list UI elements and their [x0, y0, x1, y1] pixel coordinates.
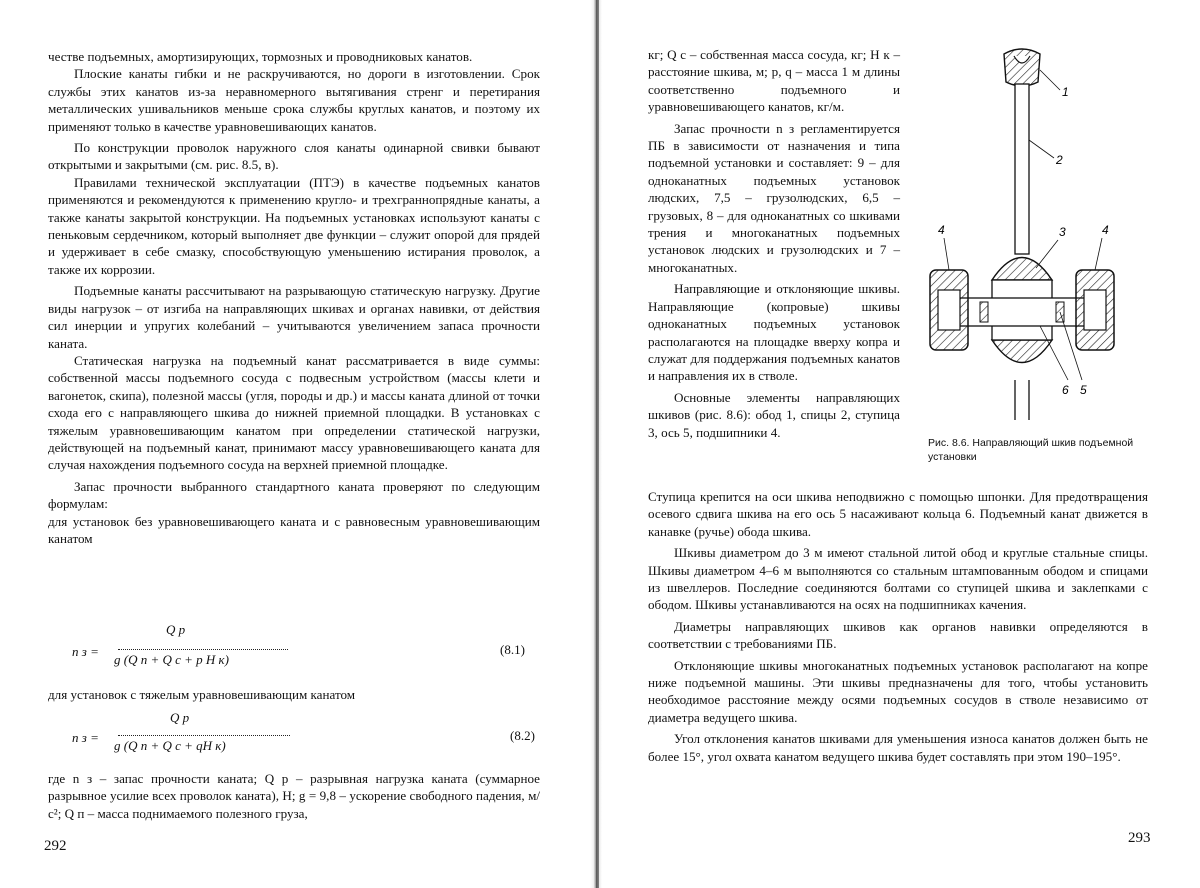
figure-label: 4 [1102, 223, 1109, 237]
paragraph: для установок с тяжелым уравновешивающим канатом [48, 687, 356, 702]
right-page [600, 0, 1200, 888]
equation-number: (8.1) [500, 642, 525, 657]
figure-label: 2 [1056, 153, 1063, 167]
page-number: 292 [44, 838, 67, 854]
fraction-bar [118, 735, 290, 736]
formula-8-2 [48, 710, 540, 770]
paragraph: Шкивы диаметром до 3 м имеют стальной литой обод и круглые стальные спицы. Шкивы диаметром 4–6 м выполняются со стальным штампованным ободом и спицами из швеллеров. Последние соединяются болтами со ступицей шкива и заклепками с ободом. Шкивы устанавливаются на осях на подшипниках качения. [648, 545, 1148, 613]
paragraph: Статическая нагрузка на подъемный канат рассматривается в виде суммы: собственной массы подъемного сосуда с подвесным устройством (массы клети и вагонеток, скипа), полезной массы (угля, породы и др.) и массы каната длиной от точки схода его с направляющего шкива до нижней приемной площадки. В установках с тяжелым уравновешивающим канатом при определении статической нагрузки, действующей на подъемный канат, принимают массу уравновешивающего каната для случая нахождения подъемного сосуда на верхней приемной площадке. [48, 352, 540, 473]
formula-numerator: Q р [170, 710, 190, 725]
formula-lhs: n з = [72, 644, 99, 659]
left-text-bottom [48, 770, 540, 822]
figure-label: 6 [1062, 383, 1069, 397]
figure-label: 1 [1062, 85, 1069, 99]
paragraph: Ступица крепится на оси шкива неподвижно с помощью шпонки. Для предотвращения осевого сдвига шкива на его ось 5 насаживают кольца 6. Подъемный канат движется в канавке (ручье) обода шкива. [648, 489, 1148, 539]
figure-caption: Рис. 8.6. Направляющий шкив подъемной установки [928, 437, 1134, 463]
equation-number: (8.2) [510, 728, 535, 743]
figure-label: 3 [1059, 225, 1066, 239]
paragraph: Правилами технической эксплуатации (ПТЭ) в качестве подъемных канатов применяются и рекомендуются к применению кругло- и трехграннопрядные канаты, а также канаты закрытой конструкции. На подъемных установках используют канаты с пеньковым сердечником, который выполняет две функции – служит опорой для прядей и удерживает в себе смазку, способствующую уменьшению истирания проволок, а также их коррозии. [48, 174, 540, 277]
paragraph: Основные элементы направляющих шкивов (рис. 8.6): обод 1, спицы 2, ступица 3, ось 5, подшипники 4. [648, 389, 900, 440]
paragraph: Подъемные канаты рассчитывают на разрывающую статическую нагрузку. Другие виды нагрузок – от изгиба на направляющих шкивах и органах навивки, от действия сил инерции и упругих колебаний – учитываются увеличением запаса прочности каната. [48, 283, 540, 351]
paragraph: Плоские канаты гибки и не раскручиваются, но дороги в изготовлении. Срок службы этих канатов из-за неравномерного вытягивания стренг и перетирания металлических ушивальников меньше срока службы круглых канатов, и поэтому их применяют только в качестве уравновешивающих канатов. [48, 66, 540, 134]
paragraph: Отклоняющие шкивы многоканатных подъемных установок располагают на копре ниже подъемной машины. Эти шкивы предназначены для того, чтобы установить необходимое расстояние между осями подъемных сосудов в стволе независимо от диаметра ведущего шкива. [648, 657, 1148, 725]
paragraph: Диаметры направляющих шкивов как органов навивки определяются в соответствии с требованиями ПБ. [648, 618, 1148, 652]
paragraph: По конструкции проволок наружного слоя канаты одинарной свивки бывают открытыми и закрытыми (см. рис. 8.5, в). [48, 140, 540, 173]
formula-denominator: g (Q п + Q с + qH к) [114, 738, 226, 753]
figure-label: 5 [1080, 383, 1087, 397]
paragraph: Запас прочности выбранного стандартного каната проверяют по следующим формулам: [48, 478, 540, 512]
formula-8-1 [48, 622, 540, 682]
paragraph: Запас прочности n з регламентируется ПБ в зависимости от назначения и типа подъемной установки и составляет: 9 – для одноканатных подъемных установок людских, 7,5 – грузолюдских, 6,5 – грузовых, 8 – для одноканатных со шкивами трения и многоканатных подъемных установок людских и грузолюдских и 7 – многоканатных. [648, 120, 900, 275]
paragraph: для установок без уравновешивающего каната и с равновесным уравновешивающим канатом [48, 513, 540, 546]
figure-label: 4 [938, 223, 945, 237]
paragraph: где n з – запас прочности каната; Q р – разрывная нагрузка каната (суммарное разрывное усилие всех проволок каната), Н; g = 9,8 – ускорение свободного падения, м/с²; Q п – масса поднимаемого полезного груза, [48, 771, 540, 821]
paragraph: честве подъемных, амортизирующих, тормозных и проводниковых канатов. [48, 49, 473, 64]
left-page [0, 0, 590, 888]
paragraph: кг; Q с – собственная масса сосуда, кг; H к – расстояние шкива, м; p, q – масса 1 м длины соответственно подъемного и уравновешивающего канатов, кг/м. [648, 47, 900, 115]
left-text-block [48, 48, 540, 547]
fraction-bar [118, 649, 288, 650]
sheave-figure [922, 40, 1152, 430]
right-column-text [648, 46, 900, 441]
section-heading-paragraph: Направляющие и отклоняющие шкивы. Направляющие (копровые) шкивы одноканатных подъемных установок располагаются на площадке вверху копра и служат для поддержания подъемных канатов и направления их в стволе. [648, 281, 900, 384]
page-number: 293 [1128, 830, 1151, 846]
right-full-text [648, 488, 1148, 765]
left-text-mid [48, 686, 540, 703]
formula-denominator: g (Q п + Q с + p H к) [114, 652, 229, 667]
formula-lhs: n з = [72, 730, 99, 745]
book-binding-edge [596, 0, 599, 888]
formula-numerator: Q р [166, 622, 186, 637]
paragraph: Угол отклонения канатов шкивами для уменьшения износа канатов должен быть не более 15°, угол охвата канатом ведущего шкива будет составлять при этом 190–195°. [648, 731, 1148, 764]
